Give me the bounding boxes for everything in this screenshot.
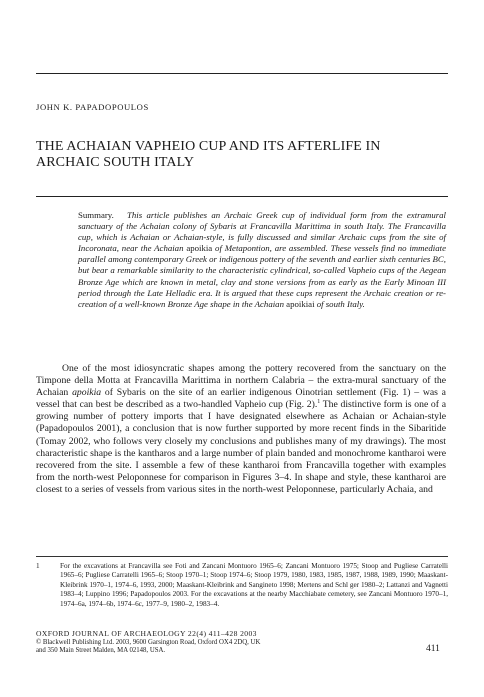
summary-term-apoikia: apoikia xyxy=(186,243,213,254)
summary-abstract xyxy=(78,210,446,310)
article-title-line-1: THE ACHAIAN VAPHEIO CUP AND ITS AFTERLIFE IN xyxy=(36,139,381,154)
summary-lead: Summary. xyxy=(78,210,114,220)
footnote xyxy=(36,562,448,609)
header-bottom-rule xyxy=(36,196,448,197)
publisher-line-1: © Blackwell Publishing Ltd. 2003, 9600 Garsington Road, Oxford OX4 2DQ, UK xyxy=(36,639,261,646)
footnote-rule xyxy=(36,556,448,557)
publisher-line-2: and 350 Main Street Malden, MA 02148, USA. xyxy=(36,647,166,655)
body-paragraph xyxy=(36,363,446,496)
publisher-info xyxy=(36,639,336,656)
summary-text-3: of south Italy. xyxy=(314,298,365,309)
body-text xyxy=(36,363,446,496)
footnote-number: 1 xyxy=(36,562,40,570)
journal-citation: OXFORD JOURNAL OF ARCHAEOLOGY 22(4) 411–428 2003 xyxy=(36,629,257,638)
header-top-rule xyxy=(36,73,448,74)
footnote-text: For the excavations at Francavilla see Foti and Zancani Montuoro 1965–6; Zancani Montuoro 1975; Stoop and Pugliese Carratelli 1965–6; Pugliese Carratelli 1965–6; Stoop 1970–1; Stoop 1974–6; Stoop 1979, 1980, 1983, 1985, 1987, 1988, 1989, 1990; Maaskant-Kleibrink 1970–1, 1974–6, 1993, 2000; Maaskant-Kleibrink and Sangineto 1998; Mertens and Schl ger 1980–2; Lattanzi and Vagnetti 1983–4; Luppino 1996; Papadopoulos 2003. For the excavations at the nearby Macchiabate cemetery, see Zancani Montuoro 1970–1, 1974–6a, 1974–6b, 1974–6c, 1977–9, 1980–2, 1983–4. xyxy=(60,562,448,608)
summary-text-1: This article publishes an Archaic Greek cup of individual form from the extramural sanctuary of the Achaian colony of Sybaris at Francavilla Marittima in south Italy. The Francavilla cup, which is Achaian or Achaian-style, is fully discussed and similar Archaic cups from the site of Incoronata, near the Achaian xyxy=(78,210,446,254)
page-number: 411 xyxy=(426,644,440,654)
body-text-2: of Sybaris on the site of an earlier indigenous Oinotrian settlement (Fig. 1) – was a vessel that can best be described as a two-handled Vapheio cup (Fig. 2). xyxy=(36,387,446,411)
body-text-3: The distinctive form is one of a growing number of pottery imports that I have designated elsewhere as Achaian or Achaian-style (Papadopoulos 2001), a conclusion that is now further supported by more recent finds in the Sibaritide (Tomay 2002, who follows very closely my conclusions and publishes many of my drawings). The most characteristic shape is the kantharos and a large number of plain banded and monochrome kantharoi were recovered from the site. I assemble a few of these kantharoi from Francavilla together with examples from the north-west Peloponnese for comparison in Figures 3–4. In shape and style, these kantharoi are closest to a series of vessels from various sites in the north-west Peloponnese, particularly Achaia, and xyxy=(36,399,446,495)
article-title-line-2: ARCHAIC SOUTH ITALY xyxy=(36,155,195,170)
footnote-reference[interactable]: 1 xyxy=(317,399,321,406)
summary-term-apoikiai: apoikiai xyxy=(286,298,315,309)
summary-text-2: of Metapontion, are assembled. These vessels find no immediate parallel among contemporary Greek or indigenous pottery of the seventh and earlier sixth centuries BC, but bear a remarkable similarity to the characteristic cylindrical, so-called Vapheio cups of the Aegean Bronze Age which are known in metal, clay and stone versions from as early as the Early Minoan III period through the Late Helladic era. It is argued that these cups represent the Archaic creation or re-creation of a well-known Bronze Age shape in the Achaian xyxy=(78,243,446,309)
article-title xyxy=(36,139,446,171)
body-text-1: One of the most idiosyncratic shapes among the pottery recovered from the sanctuary on the Timpone della Motta at Francavilla Marittima in northern Calabria – the extra-mural sanctuary of the Achaian xyxy=(36,363,446,399)
author-name: JOHN K. PAPADOPOULOS xyxy=(36,102,149,112)
body-term-apoikia: apoikia xyxy=(72,387,102,399)
